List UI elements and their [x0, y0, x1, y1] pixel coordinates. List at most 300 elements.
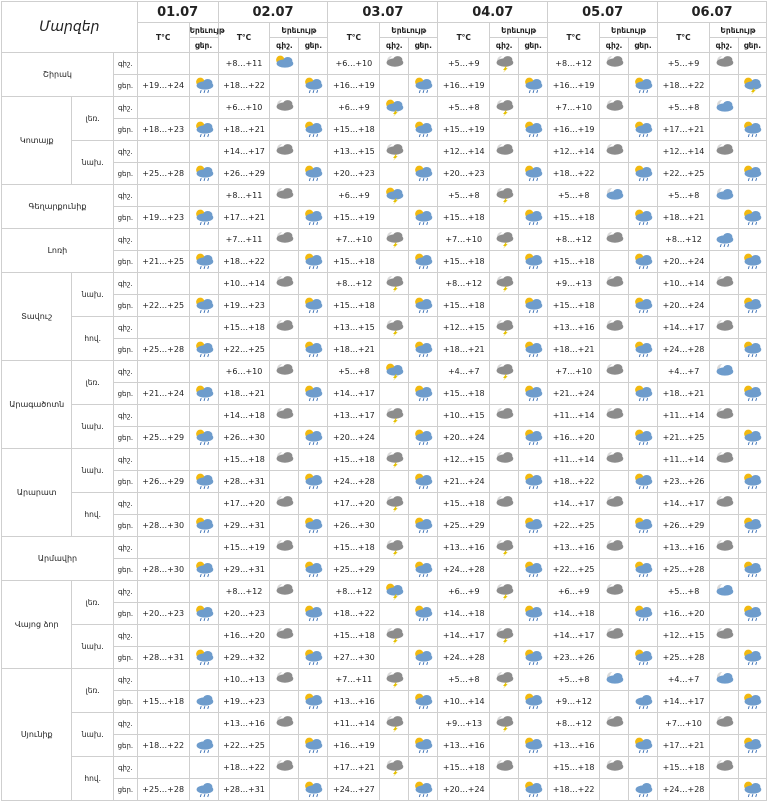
- sun-cloud-thunder-icon: [381, 185, 407, 206]
- day-weather-cell: [629, 251, 658, 273]
- night-weather-cell: [270, 53, 299, 75]
- day-weather-cell: [409, 75, 438, 97]
- temperature-cell: +14…+17: [438, 625, 490, 647]
- temperature-cell: +21…+24: [548, 383, 600, 405]
- night-weather-cell: [600, 471, 629, 493]
- night-weather-cell: [490, 471, 519, 493]
- day-weather-cell: [738, 405, 766, 427]
- night-weather-cell: [709, 449, 738, 471]
- day-weather-cell: [738, 141, 766, 163]
- day-weather-cell: [629, 735, 658, 757]
- time-of-day: ցեր.: [113, 603, 137, 625]
- sun-cloud-rain-icon: [191, 295, 217, 316]
- sun-cloud-rain-icon: [300, 515, 326, 536]
- night-weather-cell: [380, 383, 409, 405]
- temperature-cell: +28…+30: [137, 515, 189, 537]
- night-weather-cell: [709, 53, 738, 75]
- night-weather-cell: [600, 97, 629, 119]
- temperature-cell: +18…+21: [438, 339, 490, 361]
- night-weather-cell: [600, 229, 629, 251]
- weather-cell: [189, 163, 218, 185]
- day-weather-cell: [629, 559, 658, 581]
- night-weather-cell: [490, 449, 519, 471]
- day-weather-cell: [738, 119, 766, 141]
- sun-cloud-rain-icon: [520, 339, 546, 360]
- sun-cloud-rain-icon: [520, 383, 546, 404]
- day-weather-cell: [629, 647, 658, 669]
- time-of-day: գիշ.: [113, 97, 137, 119]
- weather-cell: [189, 75, 218, 97]
- night-weather-cell: [490, 295, 519, 317]
- night-weather-cell: [380, 581, 409, 603]
- temperature-cell: +15…+18: [438, 493, 490, 515]
- day-weather-cell: [629, 625, 658, 647]
- night-weather-cell: [380, 471, 409, 493]
- night-weather-cell: [600, 735, 629, 757]
- temperature-cell: +22…+25: [137, 295, 189, 317]
- temperature-cell: +16…+20: [658, 603, 710, 625]
- temperature-cell: +27…+30: [328, 647, 380, 669]
- day-weather-cell: [409, 119, 438, 141]
- night-weather-cell: [490, 625, 519, 647]
- night-weather-cell: [600, 317, 629, 339]
- sun-cloud-rain-icon: [520, 471, 546, 492]
- night-weather-cell: [490, 229, 519, 251]
- zone-label: հով.: [72, 493, 113, 537]
- temperature-cell: +15…+18: [438, 383, 490, 405]
- table-row: [2, 207, 767, 229]
- day-weather-cell: [519, 273, 548, 295]
- temperature-cell: +14…+17: [658, 317, 710, 339]
- day-subheader: ցեր.: [738, 38, 766, 53]
- temperature-cell: +21…+25: [137, 251, 189, 273]
- day-weather-cell: [629, 97, 658, 119]
- day-weather-cell: [409, 251, 438, 273]
- sun-cloud-rain-icon: [630, 471, 656, 492]
- table-row: [2, 317, 767, 339]
- night-weather-cell: [490, 273, 519, 295]
- time-of-day: ցեր.: [113, 75, 137, 97]
- temperature-cell: +16…+19: [328, 735, 380, 757]
- sun-cloud-rain-icon: [191, 603, 217, 624]
- temperature-cell: +19…+23: [137, 207, 189, 229]
- temperature-cell: +15…+18: [438, 295, 490, 317]
- cloud-night-icon: [271, 405, 297, 426]
- temperature-cell: +18…+22: [218, 75, 270, 97]
- night-weather-cell: [490, 207, 519, 229]
- sun-cloud-rain-icon: [739, 251, 765, 272]
- day-weather-cell: [299, 493, 328, 515]
- day-weather-cell: [629, 141, 658, 163]
- sun-cloud-rain-icon: [739, 735, 765, 756]
- night-weather-cell: [380, 757, 409, 779]
- table-row: [2, 383, 767, 405]
- temperature-cell: +15…+18: [658, 757, 710, 779]
- temperature-cell: +5…+8: [438, 97, 490, 119]
- table-row: [2, 185, 767, 207]
- phenomenon-header: Երեւույթ: [380, 23, 438, 38]
- day-weather-cell: [409, 141, 438, 163]
- cloud-thunder-night-icon: [381, 625, 407, 646]
- night-weather-cell: [709, 493, 738, 515]
- sun-cloud-rain-icon: [191, 251, 217, 272]
- day-weather-cell: [738, 493, 766, 515]
- sun-cloud-thunder-icon: [381, 97, 407, 118]
- day-weather-cell: [519, 405, 548, 427]
- night-weather-cell: [709, 537, 738, 559]
- night-weather-cell: [270, 427, 299, 449]
- day-weather-cell: [738, 647, 766, 669]
- night-weather-cell: [600, 581, 629, 603]
- day-weather-cell: [629, 273, 658, 295]
- day-weather-cell: [738, 713, 766, 735]
- day-weather-cell: [738, 317, 766, 339]
- temperature-cell: +19…+24: [137, 75, 189, 97]
- temperature-cell: +18…+21: [658, 207, 710, 229]
- night-weather-cell: [270, 185, 299, 207]
- phenomenon-header: Երեւույթ: [189, 23, 218, 38]
- sun-cloud-rain-icon: [739, 119, 765, 140]
- temperature-cell: +7…+10: [548, 97, 600, 119]
- night-weather-cell: [709, 361, 738, 383]
- cloud-night-icon: [491, 757, 517, 778]
- day-weather-cell: [629, 229, 658, 251]
- weather-cell: [189, 361, 218, 383]
- temperature-cell: +14…+17: [548, 625, 600, 647]
- night-weather-cell: [600, 163, 629, 185]
- day-weather-cell: [738, 757, 766, 779]
- cloud-thunder-night-icon: [381, 493, 407, 514]
- day-weather-cell: [738, 75, 766, 97]
- weather-cell: [189, 515, 218, 537]
- night-weather-cell: [270, 119, 299, 141]
- temperature-cell: [137, 625, 189, 647]
- night-weather-cell: [380, 251, 409, 273]
- night-weather-cell: [600, 141, 629, 163]
- night-weather-cell: [709, 603, 738, 625]
- day-weather-cell: [299, 75, 328, 97]
- day-weather-cell: [738, 251, 766, 273]
- region-name: Արագածոտն: [2, 361, 72, 449]
- night-weather-cell: [709, 273, 738, 295]
- night-weather-cell: [709, 75, 738, 97]
- cloud-night-icon: [271, 317, 297, 338]
- day-weather-cell: [299, 119, 328, 141]
- day-weather-cell: [299, 647, 328, 669]
- temperature-cell: +5…+9: [658, 53, 710, 75]
- day-weather-cell: [519, 603, 548, 625]
- cloud-night-icon: [271, 97, 297, 118]
- temperature-cell: +29…+31: [218, 515, 270, 537]
- temperature-cell: +5…+8: [658, 97, 710, 119]
- night-weather-cell: [270, 735, 299, 757]
- day-weather-cell: [519, 163, 548, 185]
- night-weather-cell: [490, 493, 519, 515]
- sun-cloud-rain-icon: [630, 251, 656, 272]
- night-weather-cell: [380, 537, 409, 559]
- day-weather-cell: [519, 427, 548, 449]
- temperature-cell: +15…+18: [328, 251, 380, 273]
- weather-cell: [189, 251, 218, 273]
- day-weather-cell: [738, 625, 766, 647]
- day-weather-cell: [629, 53, 658, 75]
- sun-cloud-rain-icon: [739, 163, 765, 184]
- sun-cloud-rain-icon: [410, 251, 436, 272]
- temperature-cell: +15…+18: [548, 295, 600, 317]
- weather-cell: [189, 449, 218, 471]
- sun-cloud-rain-icon: [739, 471, 765, 492]
- night-weather-cell: [490, 185, 519, 207]
- day-weather-cell: [409, 625, 438, 647]
- day-weather-cell: [519, 559, 548, 581]
- cloud-thunder-night-icon: [381, 757, 407, 778]
- weather-cell: [189, 735, 218, 757]
- time-of-day: ցեր.: [113, 119, 137, 141]
- temperature-cell: +12…+15: [438, 449, 490, 471]
- night-weather-cell: [490, 383, 519, 405]
- weather-cell: [189, 669, 218, 691]
- cloud-thunder-night-icon: [491, 713, 517, 734]
- night-weather-cell: [270, 273, 299, 295]
- cloud-thunder-night-icon: [491, 273, 517, 294]
- table-row: [2, 603, 767, 625]
- temperature-cell: +14…+18: [438, 603, 490, 625]
- time-of-day: ցեր.: [113, 427, 137, 449]
- night-weather-cell: [490, 141, 519, 163]
- night-weather-cell: [490, 691, 519, 713]
- night-weather-cell: [490, 163, 519, 185]
- time-of-day: գիշ.: [113, 625, 137, 647]
- cloud-thunder-night-icon: [491, 53, 517, 74]
- night-weather-cell: [380, 559, 409, 581]
- temperature-cell: +4…+7: [658, 669, 710, 691]
- sun-cloud-rain-icon: [300, 779, 326, 800]
- day-weather-cell: [409, 603, 438, 625]
- night-weather-cell: [600, 691, 629, 713]
- night-weather-cell: [709, 405, 738, 427]
- table-row: [2, 515, 767, 537]
- cloud-thunder-night-icon: [381, 273, 407, 294]
- night-weather-cell: [600, 625, 629, 647]
- sun-cloud-rain-icon: [300, 295, 326, 316]
- temperature-cell: +4…+7: [438, 361, 490, 383]
- night-weather-cell: [270, 471, 299, 493]
- cloud-night-icon: [271, 449, 297, 470]
- night-weather-cell: [270, 317, 299, 339]
- day-weather-cell: [299, 603, 328, 625]
- weather-cell: [189, 647, 218, 669]
- night-weather-cell: [380, 97, 409, 119]
- partly-cloudy-icon: [271, 53, 297, 74]
- night-weather-cell: [380, 713, 409, 735]
- temperature-cell: [137, 229, 189, 251]
- time-of-day: ցեր.: [113, 339, 137, 361]
- day-weather-cell: [299, 317, 328, 339]
- temperature-cell: +28…+31: [218, 471, 270, 493]
- night-weather-cell: [270, 449, 299, 471]
- temperature-cell: +5…+8: [548, 185, 600, 207]
- night-weather-cell: [600, 669, 629, 691]
- temperature-cell: +9…+12: [548, 691, 600, 713]
- cloud-night-icon: [271, 581, 297, 602]
- temperature-cell: +12…+14: [548, 141, 600, 163]
- temperature-cell: +18…+22: [328, 603, 380, 625]
- temp-header: T°C: [658, 23, 710, 53]
- day-weather-cell: [409, 229, 438, 251]
- sun-cloud-rain-icon: [739, 339, 765, 360]
- day-weather-cell: [738, 163, 766, 185]
- time-of-day: ցեր.: [113, 471, 137, 493]
- night-weather-cell: [490, 603, 519, 625]
- temperature-cell: +13…+16: [438, 537, 490, 559]
- time-of-day: գիշ.: [113, 669, 137, 691]
- cloud-night-icon: [601, 53, 627, 74]
- cloud-night-icon: [271, 625, 297, 646]
- zone-label: նախ.: [72, 141, 113, 185]
- night-weather-cell: [380, 361, 409, 383]
- day-weather-cell: [738, 229, 766, 251]
- weather-cell: [189, 339, 218, 361]
- weather-cell: [189, 581, 218, 603]
- sun-cloud-rain-icon: [300, 427, 326, 448]
- temperature-cell: +18…+21: [658, 383, 710, 405]
- weather-cell: [189, 97, 218, 119]
- night-weather-cell: [270, 229, 299, 251]
- temperature-cell: +13…+15: [328, 317, 380, 339]
- temperature-cell: +5…+9: [438, 53, 490, 75]
- time-of-day: գիշ.: [113, 53, 137, 75]
- night-weather-cell: [490, 757, 519, 779]
- temperature-cell: +10…+14: [658, 273, 710, 295]
- day-weather-cell: [629, 361, 658, 383]
- temperature-cell: +5…+8: [328, 361, 380, 383]
- cloud-thunder-night-icon: [381, 449, 407, 470]
- sun-cloud-rain-icon: [520, 515, 546, 536]
- temperature-cell: [137, 713, 189, 735]
- temperature-cell: +25…+28: [658, 647, 710, 669]
- sun-cloud-rain-icon: [191, 647, 217, 668]
- day-weather-cell: [409, 471, 438, 493]
- temperature-cell: +13…+16: [218, 713, 270, 735]
- day-weather-cell: [738, 735, 766, 757]
- temperature-cell: +29…+32: [218, 647, 270, 669]
- cloud-night-icon: [491, 405, 517, 426]
- night-weather-cell: [380, 295, 409, 317]
- temperature-cell: +5…+8: [438, 185, 490, 207]
- regions-header: Մարզեր: [2, 2, 138, 53]
- night-weather-cell: [490, 669, 519, 691]
- day-weather-cell: [299, 141, 328, 163]
- sun-cloud-rain-icon: [630, 383, 656, 404]
- sun-cloud-thunder-icon: [381, 361, 407, 382]
- day-weather-cell: [299, 163, 328, 185]
- cloud-thunder-night-icon: [381, 405, 407, 426]
- temperature-cell: +23…+26: [658, 471, 710, 493]
- temperature-cell: +29…+31: [218, 559, 270, 581]
- sun-cloud-rain-icon: [410, 471, 436, 492]
- cloud-night-icon: [711, 141, 737, 162]
- cloud-thunder-night-icon: [381, 713, 407, 734]
- cloud-night-icon: [491, 493, 517, 514]
- day-weather-cell: [299, 383, 328, 405]
- region-name: Լոռի: [2, 229, 114, 273]
- day-weather-cell: [299, 735, 328, 757]
- cloud-rain-icon: [191, 735, 217, 756]
- night-weather-cell: [490, 405, 519, 427]
- temperature-cell: +13…+17: [328, 405, 380, 427]
- temperature-cell: +24…+28: [658, 339, 710, 361]
- cloud-night-icon: [711, 493, 737, 514]
- night-weather-cell: [600, 647, 629, 669]
- weather-cell: [189, 383, 218, 405]
- night-weather-cell: [270, 537, 299, 559]
- day-weather-cell: [519, 295, 548, 317]
- sun-cloud-rain-icon: [191, 119, 217, 140]
- day-weather-cell: [519, 141, 548, 163]
- night-subheader: գիշ.: [600, 38, 629, 53]
- cloud-thunder-night-icon: [381, 229, 407, 250]
- cloud-night-icon: [711, 757, 737, 778]
- night-weather-cell: [709, 317, 738, 339]
- day-weather-cell: [519, 361, 548, 383]
- weather-cell: [189, 691, 218, 713]
- cloud-thunder-night-icon: [491, 361, 517, 382]
- cloud-night-icon: [271, 361, 297, 382]
- region-name: Արմավիր: [2, 537, 114, 581]
- temperature-cell: +22…+25: [218, 735, 270, 757]
- night-weather-cell: [270, 97, 299, 119]
- sun-cloud-rain-icon: [300, 339, 326, 360]
- weather-cell: [189, 779, 218, 801]
- night-weather-cell: [709, 669, 738, 691]
- temperature-cell: +24…+28: [658, 779, 710, 801]
- day-weather-cell: [519, 449, 548, 471]
- temp-header: T°C: [438, 23, 490, 53]
- temperature-cell: +25…+29: [137, 427, 189, 449]
- temperature-cell: [137, 273, 189, 295]
- weather-cell: [189, 119, 218, 141]
- night-weather-cell: [600, 757, 629, 779]
- temperature-cell: +16…+19: [548, 75, 600, 97]
- region-name: Շիրակ: [2, 53, 114, 97]
- temperature-cell: +16…+19: [438, 75, 490, 97]
- weather-cell: [189, 493, 218, 515]
- table-row: [2, 339, 767, 361]
- phenomenon-header: Երեւույթ: [490, 23, 548, 38]
- time-of-day: գիշ.: [113, 361, 137, 383]
- temperature-cell: +26…+29: [218, 163, 270, 185]
- temperature-cell: +18…+21: [218, 383, 270, 405]
- day-weather-cell: [738, 559, 766, 581]
- cloud-night-icon: [711, 317, 737, 338]
- night-weather-cell: [270, 559, 299, 581]
- temp-header: T°C: [548, 23, 600, 53]
- day-subheader: ցեր.: [299, 38, 328, 53]
- night-weather-cell: [380, 405, 409, 427]
- day-weather-cell: [409, 515, 438, 537]
- day-weather-cell: [409, 449, 438, 471]
- table-row: [2, 53, 767, 75]
- sun-cloud-rain-icon: [191, 75, 217, 96]
- temperature-cell: +22…+25: [548, 515, 600, 537]
- day-weather-cell: [299, 251, 328, 273]
- cloud-night-icon: [601, 713, 627, 734]
- time-of-day: գիշ.: [113, 141, 137, 163]
- night-weather-cell: [270, 339, 299, 361]
- night-weather-cell: [380, 493, 409, 515]
- partly-cloudy-night-icon: [711, 581, 737, 602]
- day-weather-cell: [299, 427, 328, 449]
